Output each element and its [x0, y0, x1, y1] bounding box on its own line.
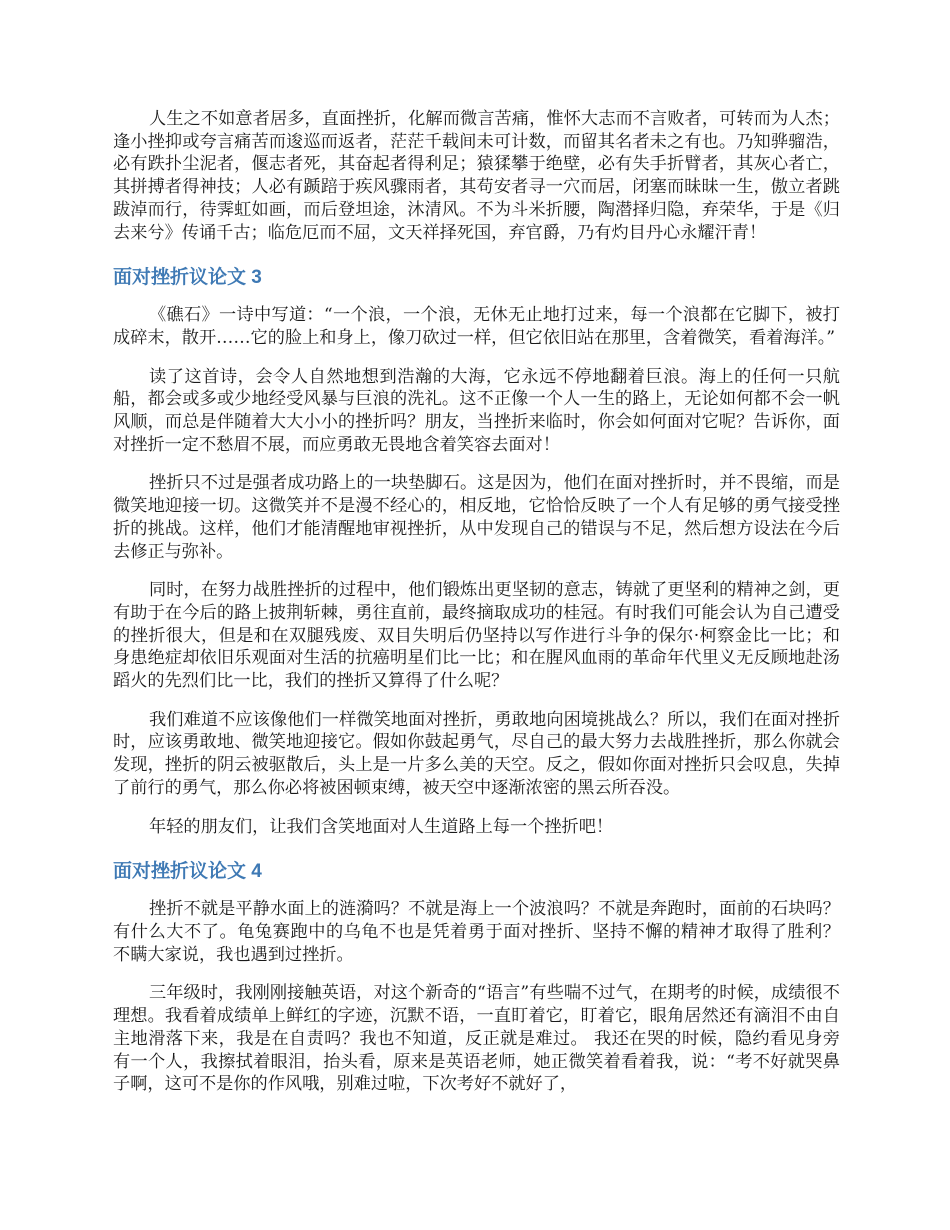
paragraph: 我们难道不应该像他们一样微笑地面对挫折，勇敢地向困境挑战么？所以，我们在面对挫折时，应该勇敢地、微笑地迎接它。假如你鼓起勇气，尽自己的最大努力去战胜挫折，那么你就会发现，挫折的阴云被驱散后，头上是一片多么美的天空。反之，假如你面对挫折只会叹息，失掉了前行的勇气，那么你必将被困顿束缚，被天空中逐渐浓密的黑云所吞没。 [113, 709, 840, 798]
section-heading: 面对挫折议论文 3 [113, 267, 262, 289]
paragraph: 人生之不如意者居多，直面挫折，化解而微言苦痛，惟怀大志而不言败者，可转而为人杰；逢小挫抑或夸言痛苦而逡巡而返者，茫茫千载间未可计数，而留其名者未之有也。乃知骅骝浩，必有跌扑尘泥者，偃志者死，其奋起者得利足；猿猱攀于绝壁，必有失手折臂者，其灰心者亡，其拼搏者得神技；人必有踬踣于疾风骤雨者，其苟安者寻一穴而居，闭塞而昧昧一生，傲立者跳跋淖而行，待霁虹如画，而后登坦途，沐清风。不为斗米折腰，陶潜择归隐，弃荣华，于是《归去来兮》传诵千古；临危厄而不屈，文天祥择死国，弃官爵，乃有灼目丹心永耀汗青！ [113, 109, 840, 243]
document-page [113, 108, 840, 1096]
paragraph: 读了这首诗，会令人自然地想到浩瀚的大海，它永远不停地翻着巨浪。海上的任何一只航船，都会或多或少地经受风暴与巨浪的洗礼。这不正像一个人一生的路上，无论如何都不会一帆风顺，而总是伴随着大大小小的挫折吗？朋友，当挫折来临时，你会如何面对它呢？告诉你，面对挫折一定不愁眉不展，而应勇敢无畏地含着笑容去面对！ [113, 366, 840, 455]
paragraph: 年轻的朋友们，让我们含笑地面对人生道路上每一个挫折吧！ [149, 816, 614, 837]
paragraph: 同时，在努力战胜挫折的过程中，他们锻炼出更坚韧的意志，铸就了更坚利的精神之剑，更有助于在今后的路上披荆斩棘，勇往直前，最终摘取成功的桂冠。有时我们可能会认为自己遭受的挫折很大，但是和在双腿残废、双目失明后仍坚持以写作进行斗争的保尔·柯察金比一比；和身患绝症却依旧乐观面对生活的抗癌明星们比一比；和在腥风血雨的革命年代里义无反顾地赴汤蹈火的先烈们比一比，我们的挫折又算得了什么呢？ [113, 580, 840, 692]
paragraph: 挫折不就是平静水面上的涟漪吗？不就是海上一个波浪吗？不就是奔跑时，面前的石块吗？有什么大不了。龟兔赛跑中的乌龟不也是凭着勇于面对挫折、坚持不懈的精神才取得了胜利？ 不瞒大家说，我也遇到过挫折。 [113, 899, 840, 965]
paragraph: 挫折只不过是强者成功路上的一块垫脚石。这是因为，他们在面对挫折时，并不畏缩，而是微笑地迎接一切。这微笑并不是漫不经心的，相反地，它恰恰反映了一个人有足够的勇气接受挫折的挑战。这样，他们才能清醒地审视挫折，从中发现自己的错误与不足，然后想方设法在今后去修正与弥补。 [113, 473, 840, 562]
section-heading: 面对挫折议论文 4 [113, 861, 262, 883]
paragraph: 三年级时，我刚刚接触英语，对这个新奇的“语言”有些喘不过气，在期考的时候，成绩很不理想。我看着成绩单上鲜红的字迹，沉默不语，一直盯着它，盯着它，眼角居然还有滴泪不由自主地滑落下来，我是在自责吗？我也不知道，反正就是难过。 我还在哭的时候，隐约看见身旁有一个人，我擦拭着眼泪，抬头看，原来是英语老师，她正微笑着看着我，说：“考不好就哭鼻子啊，这可不是你的作风哦，别难过啦，下次考好不就好了， [113, 983, 840, 1095]
paragraph: 《礁石》一诗中写道：“一个浪，一个浪，无休无止地打过来，每一个浪都在它脚下，被打成碎末，散开……它的脸上和身上，像刀砍过一样，但它依旧站在那里，含着微笑，看着海洋。” [113, 305, 840, 348]
